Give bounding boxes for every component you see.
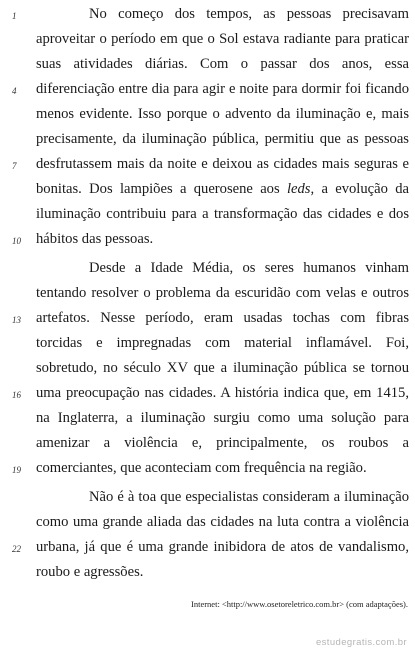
text-line: tentando resolver o problema da escuridão com velas e outros xyxy=(36,285,409,301)
text-line: menos evidente. Isso porque o advento da iluminação e, mais xyxy=(36,106,409,122)
text-line: iluminação contribuiu para a transformação das cidades e dos xyxy=(36,206,409,222)
line-number: 13 xyxy=(12,315,21,325)
text-line: torcidas e impregnadas com material inflamável. Foi, xyxy=(36,335,409,351)
text-line: aproveitar o período em que o Sol estava radiante para praticar xyxy=(36,31,409,47)
text-line: desfrutassem mais da noite e deixou as cidades mais seguras e xyxy=(36,156,409,172)
text-line: uma preocupação nas cidades. A história indica que, em 1415, xyxy=(36,385,409,401)
source-citation: Internet: <http://www.osetoreletrico.com.br> (com adaptações). xyxy=(191,599,408,609)
text-line: Não é à toa que especialistas consideram a iluminação xyxy=(89,489,409,505)
line-number: 4 xyxy=(12,86,17,96)
line-number: 7 xyxy=(12,161,17,171)
text-line: No começo dos tempos, as pessoas precisavam xyxy=(89,6,409,22)
text-line: precisamente, da iluminação pública, permitiu que as pessoas xyxy=(36,131,409,147)
text-line: artefatos. Nesse período, eram usadas tochas com fibras xyxy=(36,310,409,326)
line-number: 1 xyxy=(12,11,17,21)
line-number: 19 xyxy=(12,465,21,475)
text-line: hábitos das pessoas. xyxy=(36,231,154,247)
line-number: 10 xyxy=(12,236,21,246)
text-line: comerciantes, que aconteciam com frequência na região. xyxy=(36,460,367,476)
line-number: 22 xyxy=(12,544,21,554)
text-line: como uma grande aliada das cidades na luta contra a violência xyxy=(36,514,409,530)
text-line: bonitas. Dos lampiões a querosene aos leds, a evolução da xyxy=(36,181,409,197)
text-line: sobretudo, no século XV que a iluminação pública se tornou xyxy=(36,360,409,376)
text-line: na Inglaterra, a iluminação surgiu como uma solução para xyxy=(36,410,409,426)
text-line: suas atividades diárias. Com o passar dos anos, essa xyxy=(36,56,409,72)
line-number: 16 xyxy=(12,390,21,400)
watermark: estudegratis.com.br xyxy=(315,637,407,648)
italic-term: leds xyxy=(286,181,311,197)
text-line: diferenciação entre dia para agir e noite para dormir foi ficando xyxy=(36,81,409,97)
text-line: amenizar a violência e, principalmente, os roubos a xyxy=(36,435,409,451)
text-line: urbana, já que é uma grande inibidora de atos de vandalismo, xyxy=(36,539,409,555)
text-line: Desde a Idade Média, os seres humanos vinham xyxy=(89,260,409,276)
text-line: roubo e agressões. xyxy=(36,564,144,580)
